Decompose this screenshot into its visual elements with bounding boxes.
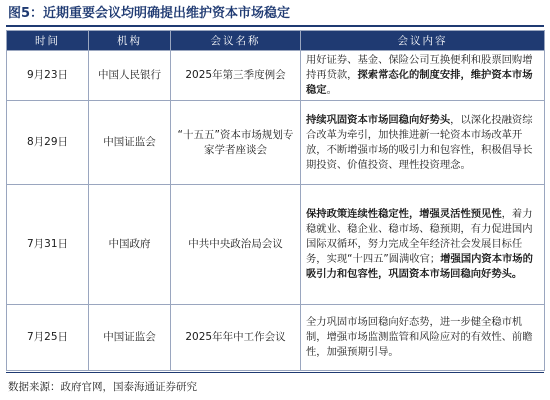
- cell-meeting: “十五五”资本市场规划专家学者座谈会: [171, 101, 301, 185]
- header-date: 时间: [7, 31, 89, 51]
- table-row: [7, 185, 545, 305]
- content-text-bold: 持续巩固资本市场回稳向好势头: [306, 113, 451, 126]
- table-row: [7, 101, 545, 185]
- content-text: 全力巩固市场回稳向好态势，进一步健全稳市机制，增强市场监测监管和风险应对的有效性、前瞻性，加强预期引导。: [306, 316, 533, 358]
- content-text: 。: [326, 84, 337, 96]
- title-divider: [6, 25, 544, 27]
- cell-date: 7月31日: [7, 185, 89, 305]
- header-org: 机构: [89, 31, 171, 51]
- header-meeting: 会议名称: [171, 31, 301, 51]
- content-text: ，着力稳就业、稳企业、稳市场、稳预期，有力促进国内国际双循环，努力完成全年经济社会发展目标任务，实现“十四五”圆满收官；: [306, 208, 533, 265]
- content-text: 用好证券、基金、保险公司互换便利和股票回购增持再贷款，: [306, 54, 533, 81]
- cell-date: 7月25日: [7, 305, 89, 371]
- cell-content: [301, 185, 545, 305]
- cell-content: [301, 305, 545, 371]
- cell-date: 9月23日: [7, 51, 89, 101]
- table-header-row: [7, 31, 545, 51]
- content-text-bold: 探索常态化的制度安排，维护资本市场稳定: [306, 69, 533, 96]
- footer-divider: [6, 372, 544, 373]
- table-row: [7, 305, 545, 371]
- cell-content: [301, 51, 545, 101]
- cell-meeting: 中共中央政治局会议: [171, 185, 301, 305]
- content-text: ，以深化投融资综合改革为牵引，加快推进新一轮资本市场改革开放，不断增强市场的吸引力和包容性，积极倡导长期投资、价值投资、理性投资理念。: [306, 113, 533, 171]
- cell-content: [301, 101, 545, 185]
- table-row: [7, 51, 545, 101]
- cell-meeting: 2025年第三季度例会: [171, 51, 301, 101]
- figure-title: 图5：近期重要会议均明确提出维护资本市场稳定: [8, 6, 291, 21]
- content-text-bold: 保持政策连续性稳定性，增强灵活性预见性: [306, 208, 502, 220]
- cell-meeting: 2025年年中工作会议: [171, 305, 301, 371]
- content-text-bold: 增强国内资本市场的吸引力和包容性，巩固资本市场回稳向好势头。: [306, 253, 533, 280]
- cell-date: 8月29日: [7, 101, 89, 185]
- cell-org: 中国证监会: [89, 101, 171, 185]
- cell-org: 中国证监会: [89, 305, 171, 371]
- source-note: 数据来源：政府官网，国泰海通证券研究: [8, 381, 197, 393]
- cell-org: 中国人民银行: [89, 51, 171, 101]
- header-content: 会议内容: [301, 31, 545, 51]
- cell-org: 中国政府: [89, 185, 171, 305]
- meetings-table: [6, 30, 545, 371]
